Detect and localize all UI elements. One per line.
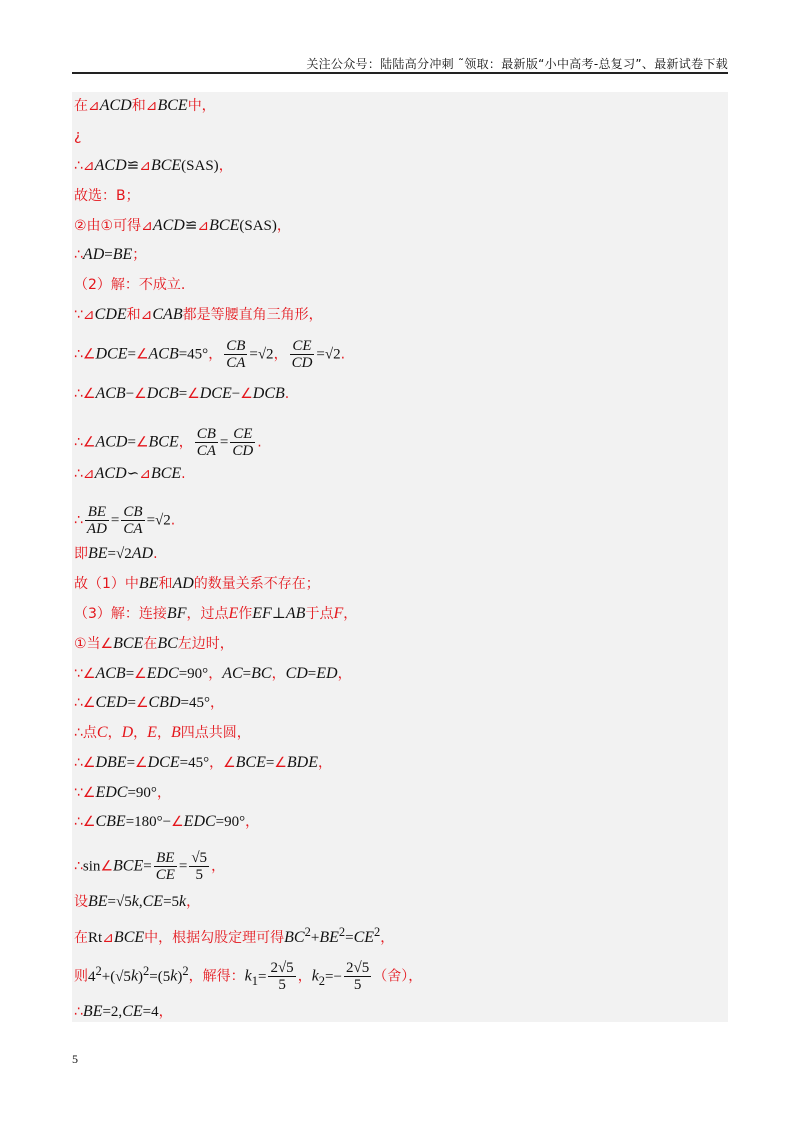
line-25: 在Rt⊿BCE中，根据勾股定理可得$BC^2+BE^2=CE^2$， <box>74 925 395 946</box>
line-26: 则$4^2+(√5k)^2=(5k)^2$，解得：$k_1=$ $\frac{2√5}{5}$ ，$k_2=-$ $\frac{2√5}{5}$ （舍）， <box>74 960 423 993</box>
line-4: ②由①可得⊿ACD≌⊿BCE(SAS)， <box>74 217 291 234</box>
line-2: ∴⊿ACD≌⊿BCE(SAS)， <box>74 157 233 174</box>
line-21: ∵∠EDC=90°， <box>74 784 171 801</box>
line-16: ①当∠BCE在BC左边时， <box>74 635 234 652</box>
line-15: （3）解：连接BF，过点E作EF⊥AB于点F， <box>74 605 358 622</box>
line-7: ∵⊿CDE和⊿CAB都是等腰直角三角形， <box>74 306 323 323</box>
page-number: 5 <box>72 1052 78 1066</box>
line-22: ∴∠CBE=180°−∠EDC=90°， <box>74 813 260 830</box>
line-20: ∴∠DBE=∠DCE=45°，∠BCE=∠BDE， <box>74 754 332 771</box>
line-12: ∴ $\frac{BE}{AD}$ = $\frac{CB}{CA}$ =√2. <box>74 504 176 537</box>
line-10: ∴∠ACD=∠BCE， $\frac{CB}{CA}$ = $\frac{CE}{CD}$ . <box>74 426 262 459</box>
line-18: ∴∠CED=∠CBD=45°， <box>74 694 224 711</box>
solution-panel <box>72 92 728 1022</box>
line-1: ¿ <box>74 128 82 144</box>
line-23: ∴sin∠BCE= $\frac{BE}{CE}$ = $\frac{√5}{5}$ ， <box>74 850 226 883</box>
line-17: ∵∠ACB=∠EDC=90°，AC=BC，CD=ED， <box>74 665 352 682</box>
line-8: ∴∠DCE=∠ACB=45°， $\frac{CB}{CA}$ =√2， $\frac{CE}{CD}$ =√2. <box>74 338 346 371</box>
line-27: ∴BE=2,CE=4， <box>74 1003 173 1020</box>
line-24: 设BE=√5k,CE=5k， <box>74 893 201 910</box>
line-11: ∴⊿ACD∽⊿BCE. <box>74 465 186 482</box>
line-19: ∴点C，D，E，B四点共圆， <box>74 724 251 741</box>
line-13: 即BE=√2AD. <box>74 545 158 562</box>
line-9: ∴∠ACB−∠DCB=∠DCE−∠DCB. <box>74 385 290 402</box>
header-rule <box>72 72 728 74</box>
line-3: 故选：B； <box>74 188 140 204</box>
line-14: 故（1）中BE和AD的数量关系不存在； <box>74 575 320 592</box>
line-5: ∴AD=BE； <box>74 246 147 263</box>
line-0: 在⊿ACD和⊿BCE中， <box>74 97 216 114</box>
page-header: 关注公众号：陆陆高分冲刺 ˜领取：最新版“小中高考-总复习”、最新试卷下载 <box>306 57 728 71</box>
line-6: （2）解：不成立. <box>74 277 186 293</box>
